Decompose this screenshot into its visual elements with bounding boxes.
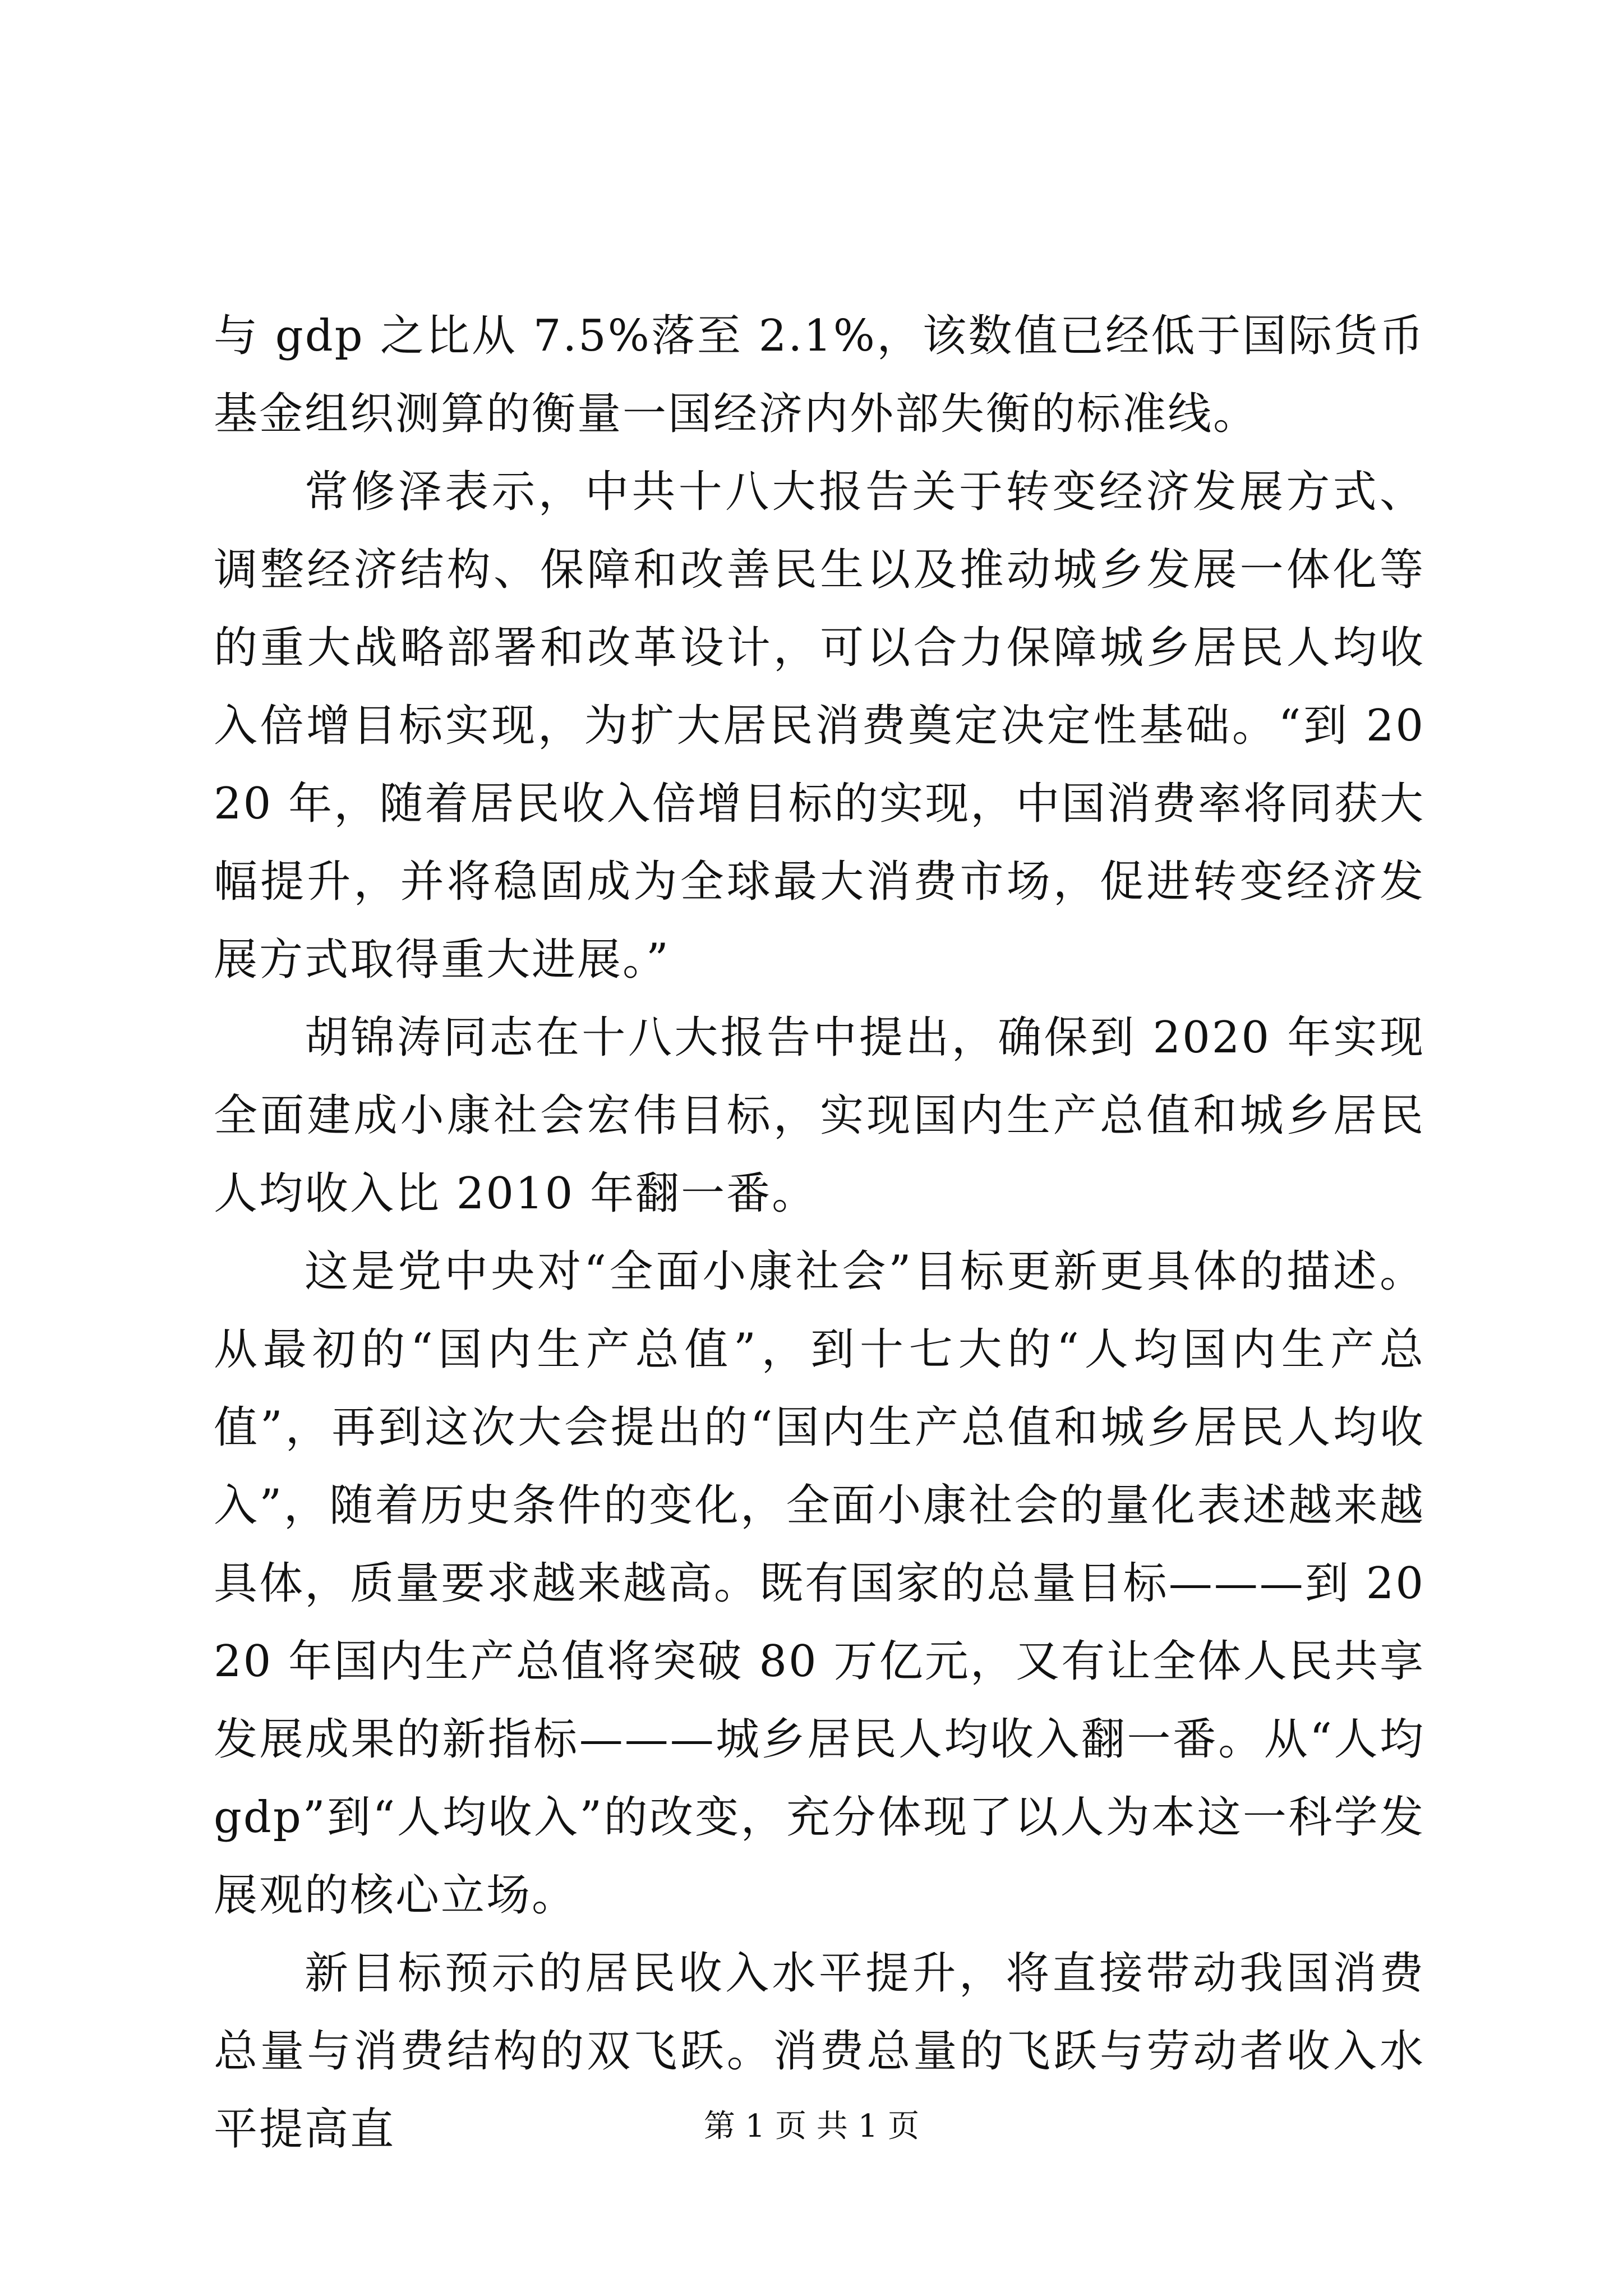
paragraph-2: 常修泽表示，中共十八大报告关于转变经济发展方式、调整经济结构、保障和改善民生以及推动城乡发展一体化等的重大战略部署和改革设计，可以合力保障城乡居民人均收入倍增目标实现，为扩大居民消费奠定决定性基础。“到 2020 年，随着居民收入倍增目标的实现，中国消费率将同获大幅提升，并将稳固成为全球最大消费市场，促进转变经济发展方式取得重大进展。” xyxy=(214,467,1425,985)
page-number-footer: 第 1 页 共 1 页 xyxy=(703,2108,920,2145)
paragraph-3: 胡锦涛同志在十八大报告中提出，确保到 2020 年实现全面建成小康社会宏伟目标，实现国内生产总值和城乡居民人均收入比 2010 年翻一番。 xyxy=(214,1013,1425,1219)
paragraph-4: 这是党中央对“全面小康社会”目标更新更具体的描述。从最初的“国内生产总值”，到十七大的“人均国内生产总值”，再到这次大会提出的“国内生产总值和城乡居民人均收入”，随着历史条件的变化，全面小康社会的量化表述越来越具体，质量要求越来越高。既有国家的总量目标———到 2020 年国内生产总值将突破 80 万亿元，又有让全体人民共享发展成果的新指标———城乡居民人均收入翻一番。从“人均 gdp”到“人均收入”的改变，充分体现了以人为本这一科学发展观的核心立场。 xyxy=(214,1246,1441,1921)
paragraph-5: 新目标预示的居民收入水平提升，将直接带动我国消费总量与消费结构的双飞跃。消费总量的飞跃与劳动者收入水平提高直 xyxy=(214,1948,1425,2155)
paragraph-1: 与 gdp 之比从 7.5%落至 2.1%，该数值已经低于国际货币基金组织测算的衡量一国经济内外部失衡的标准线。 xyxy=(214,311,1425,439)
document-body xyxy=(214,297,1441,2169)
